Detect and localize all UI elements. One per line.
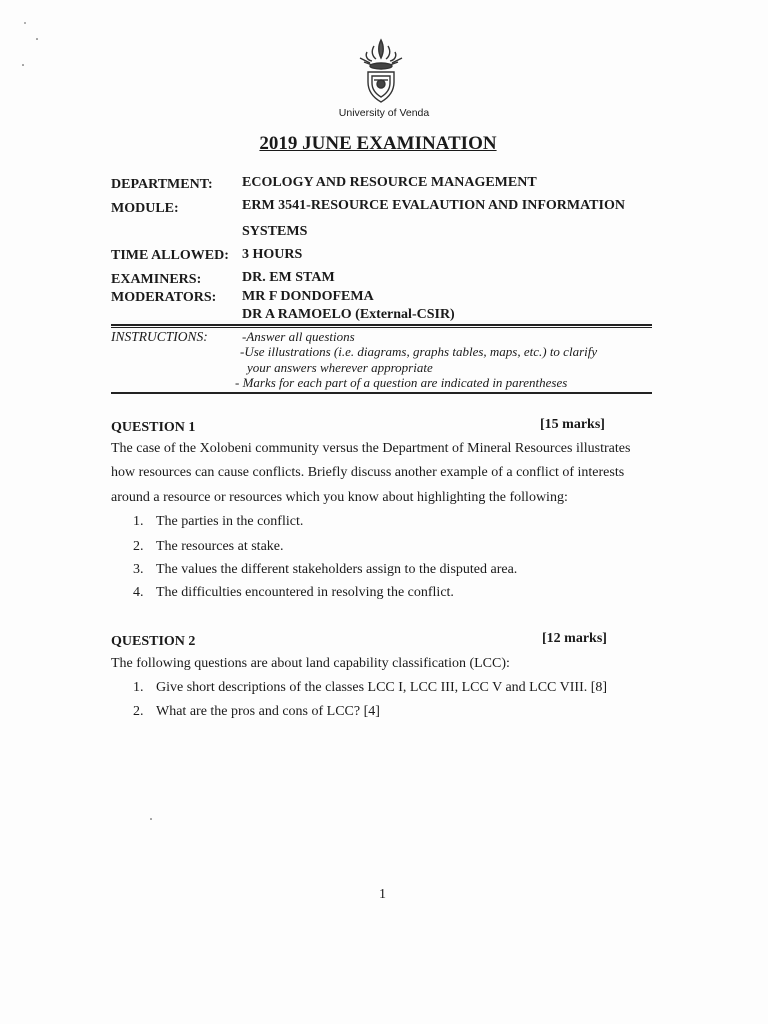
examiners-label: EXAMINERS: — [111, 272, 202, 287]
university-crest-icon — [352, 36, 410, 106]
instructions-top-rule-inner — [111, 327, 652, 328]
question-1-text-line-1: The case of the Xolobeni community versus the Department of Mineral Resources illustrates — [111, 441, 631, 456]
scan-speck — [150, 818, 152, 820]
question-1-item-1-number: 1. — [133, 514, 144, 529]
instruction-line-1: -Answer all questions — [242, 329, 355, 344]
examiners-value: DR. EM STAM — [242, 270, 335, 285]
question-1-item-4-number: 4. — [133, 585, 144, 600]
instructions-top-rule — [111, 324, 652, 326]
question-1-item-4-text: The difficulties encountered in resolving the conflict. — [156, 585, 454, 600]
moderators-value-1: MR F DONDOFEMA — [242, 289, 374, 304]
question-2-item-1-number: 1. — [133, 680, 144, 695]
instructions-bottom-rule — [111, 392, 652, 394]
university-name: University of Venda — [338, 107, 430, 119]
question-1-text-line-3: around a resource or resources which you know about highlighting the following: — [111, 490, 568, 505]
question-1-text-line-2: how resources can cause conflicts. Briefly discuss another example of a conflict of interests — [111, 465, 625, 480]
question-1-item-3-text: The values the different stakeholders assign to the disputed area. — [156, 562, 518, 577]
question-2-item-2-text: What are the pros and cons of LCC? [4] — [156, 704, 380, 719]
module-label: MODULE: — [111, 201, 179, 216]
scan-speck — [22, 64, 24, 66]
question-1-item-2-text: The resources at stake. — [156, 539, 284, 554]
question-1-item-3-number: 3. — [133, 562, 144, 577]
module-value-line2: SYSTEMS — [242, 224, 308, 239]
scan-speck — [24, 22, 26, 24]
page-number: 1 — [379, 887, 386, 902]
moderators-value-2: DR A RAMOELO (External-CSIR) — [242, 307, 455, 322]
question-2-item-1-text: Give short descriptions of the classes LCC I, LCC III, LCC V and LCC VIII. [8] — [156, 680, 608, 695]
department-label: DEPARTMENT: — [111, 177, 213, 192]
moderators-label: MODERATORS: — [111, 290, 217, 305]
module-value-line1: ERM 3541-RESOURCE EVALAUTION AND INFORMATION — [242, 198, 625, 213]
time-allowed-label: TIME ALLOWED: — [111, 248, 229, 263]
question-2-title: QUESTION 2 — [111, 634, 196, 649]
question-2-item-2-number: 2. — [133, 704, 144, 719]
question-2-text: The following questions are about land capability classification (LCC): — [111, 656, 510, 671]
instruction-line-4: - Marks for each part of a question are indicated in parentheses — [235, 375, 568, 390]
instruction-line-2: -Use illustrations (i.e. diagrams, graphs tables, maps, etc.) to clarify — [240, 344, 598, 359]
question-1-marks: [15 marks] — [540, 417, 605, 432]
department-value: ECOLOGY AND RESOURCE MANAGEMENT — [242, 175, 537, 190]
question-1-item-1-text: The parties in the conflict. — [156, 514, 304, 529]
question-2-marks: [12 marks] — [542, 631, 607, 646]
instructions-label: INSTRUCTIONS: — [111, 329, 208, 344]
time-allowed-value: 3 HOURS — [242, 247, 303, 262]
instruction-line-3: your answers wherever appropriate — [247, 360, 433, 375]
scan-speck — [36, 38, 38, 40]
question-1-item-2-number: 2. — [133, 539, 144, 554]
exam-title: 2019 JUNE EXAMINATION — [259, 133, 497, 154]
question-1-title: QUESTION 1 — [111, 420, 196, 435]
